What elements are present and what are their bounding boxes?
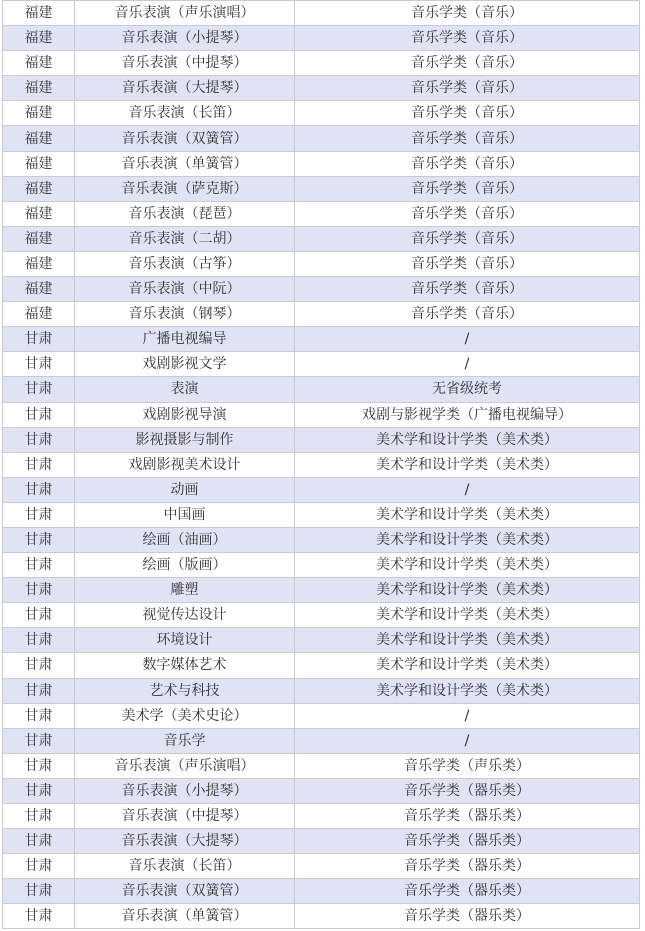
major-cell: 美术学（美术史论）	[75, 703, 295, 728]
table-row	[3, 804, 640, 829]
province-cell: 甘肃	[3, 879, 75, 904]
major-cell: 戏剧影视文学	[75, 352, 295, 377]
major-cell: 音乐表演（中提琴）	[75, 804, 295, 829]
category-cell: 美术学和设计学类（美术类）	[295, 603, 640, 628]
table-row	[3, 101, 640, 126]
major-cell: 绘画（版画）	[75, 553, 295, 578]
table-row	[3, 452, 640, 477]
category-cell: 音乐学类（器乐类）	[295, 804, 640, 829]
category-cell: /	[295, 728, 640, 753]
category-cell: /	[295, 477, 640, 502]
major-cell: 音乐表演（二胡）	[75, 226, 295, 251]
major-cell: 音乐表演（声乐演唱）	[75, 753, 295, 778]
major-cell: 音乐表演（大提琴）	[75, 829, 295, 854]
major-cell: 艺术与科技	[75, 678, 295, 703]
province-cell: 福建	[3, 26, 75, 51]
table-row	[3, 829, 640, 854]
province-cell: 甘肃	[3, 703, 75, 728]
major-cell: 音乐表演（双簧管）	[75, 879, 295, 904]
major-cell: 音乐表演（中提琴）	[75, 51, 295, 76]
major-cell: 戏剧影视美术设计	[75, 452, 295, 477]
table-row	[3, 703, 640, 728]
province-cell: 甘肃	[3, 678, 75, 703]
table-row	[3, 176, 640, 201]
major-cell: 数字媒体艺术	[75, 653, 295, 678]
province-cell: 甘肃	[3, 553, 75, 578]
table-row	[3, 1, 640, 26]
province-cell: 福建	[3, 101, 75, 126]
table-row	[3, 628, 640, 653]
table-row	[3, 778, 640, 803]
category-cell: 音乐学类（器乐类）	[295, 829, 640, 854]
category-cell: 音乐学类（音乐）	[295, 126, 640, 151]
category-cell: 美术学和设计学类（美术类）	[295, 427, 640, 452]
province-cell: 甘肃	[3, 778, 75, 803]
table-container	[2, 0, 639, 929]
table-row	[3, 277, 640, 302]
province-cell: 福建	[3, 51, 75, 76]
major-cell: 广播电视编导	[75, 327, 295, 352]
category-cell: 音乐学类（音乐）	[295, 201, 640, 226]
category-cell: 音乐学类（音乐）	[295, 51, 640, 76]
table-row	[3, 151, 640, 176]
table-row	[3, 302, 640, 327]
table-row	[3, 352, 640, 377]
major-cell: 雕塑	[75, 578, 295, 603]
province-cell: 福建	[3, 176, 75, 201]
table-row	[3, 126, 640, 151]
table-row	[3, 201, 640, 226]
table-row	[3, 553, 640, 578]
category-cell: 音乐学类（音乐）	[295, 277, 640, 302]
table-row	[3, 879, 640, 904]
category-cell: 美术学和设计学类（美术类）	[295, 527, 640, 552]
province-cell: 甘肃	[3, 377, 75, 402]
province-cell: 福建	[3, 226, 75, 251]
major-cell: 音乐表演（中阮）	[75, 277, 295, 302]
category-cell: 美术学和设计学类（美术类）	[295, 678, 640, 703]
category-cell: 音乐学类（音乐）	[295, 226, 640, 251]
table-row	[3, 904, 640, 929]
major-cell: 音乐表演（双簧管）	[75, 126, 295, 151]
province-cell: 甘肃	[3, 904, 75, 929]
table-row	[3, 653, 640, 678]
major-cell: 中国画	[75, 502, 295, 527]
table-body	[3, 1, 640, 929]
major-cell: 音乐表演（小提琴）	[75, 26, 295, 51]
major-cell: 音乐表演（长笛）	[75, 101, 295, 126]
table-row	[3, 327, 640, 352]
major-cell: 音乐表演（古筝）	[75, 251, 295, 276]
province-cell: 甘肃	[3, 653, 75, 678]
category-cell: 音乐学类（音乐）	[295, 1, 640, 26]
major-cell: 音乐表演（单簧管）	[75, 151, 295, 176]
province-cell: 甘肃	[3, 804, 75, 829]
province-cell: 福建	[3, 251, 75, 276]
province-cell: 甘肃	[3, 502, 75, 527]
major-cell: 音乐表演（小提琴）	[75, 778, 295, 803]
table-row	[3, 728, 640, 753]
major-cell: 音乐表演（声乐演唱）	[75, 1, 295, 26]
table-row	[3, 603, 640, 628]
major-cell: 音乐表演（单簧管）	[75, 904, 295, 929]
category-cell: /	[295, 352, 640, 377]
major-cell: 绘画（油画）	[75, 527, 295, 552]
major-cell: 音乐表演（大提琴）	[75, 76, 295, 101]
table-row	[3, 377, 640, 402]
province-cell: 甘肃	[3, 854, 75, 879]
category-cell: 音乐学类（器乐类）	[295, 904, 640, 929]
table-row	[3, 854, 640, 879]
table-row	[3, 76, 640, 101]
province-cell: 福建	[3, 151, 75, 176]
category-cell: 音乐学类（音乐）	[295, 251, 640, 276]
category-cell: 音乐学类（器乐类）	[295, 778, 640, 803]
major-category-table	[2, 0, 640, 929]
province-cell: 甘肃	[3, 728, 75, 753]
table-row	[3, 502, 640, 527]
category-cell: 美术学和设计学类（美术类）	[295, 553, 640, 578]
province-cell: 甘肃	[3, 352, 75, 377]
province-cell: 甘肃	[3, 452, 75, 477]
province-cell: 福建	[3, 1, 75, 26]
category-cell: 音乐学类（器乐类）	[295, 879, 640, 904]
category-cell: 无省级统考	[295, 377, 640, 402]
category-cell: 音乐学类（音乐）	[295, 101, 640, 126]
category-cell: /	[295, 703, 640, 728]
category-cell: 音乐学类（音乐）	[295, 76, 640, 101]
table-row	[3, 753, 640, 778]
province-cell: 福建	[3, 201, 75, 226]
province-cell: 福建	[3, 126, 75, 151]
table-row	[3, 427, 640, 452]
category-cell: 美术学和设计学类（美术类）	[295, 578, 640, 603]
category-cell: 美术学和设计学类（美术类）	[295, 653, 640, 678]
category-cell: 美术学和设计学类（美术类）	[295, 628, 640, 653]
category-cell: /	[295, 327, 640, 352]
major-cell: 音乐表演（萨克斯）	[75, 176, 295, 201]
province-cell: 甘肃	[3, 603, 75, 628]
major-cell: 环境设计	[75, 628, 295, 653]
table-row	[3, 402, 640, 427]
table-row	[3, 251, 640, 276]
table-row	[3, 26, 640, 51]
major-cell: 动画	[75, 477, 295, 502]
province-cell: 福建	[3, 277, 75, 302]
table-row	[3, 527, 640, 552]
province-cell: 甘肃	[3, 578, 75, 603]
table-row	[3, 477, 640, 502]
table-row	[3, 578, 640, 603]
province-cell: 甘肃	[3, 527, 75, 552]
table-row	[3, 678, 640, 703]
category-cell: 音乐学类（音乐）	[295, 302, 640, 327]
province-cell: 甘肃	[3, 427, 75, 452]
category-cell: 音乐学类（器乐类）	[295, 854, 640, 879]
province-cell: 甘肃	[3, 829, 75, 854]
major-cell: 影视摄影与制作	[75, 427, 295, 452]
major-cell: 戏剧影视导演	[75, 402, 295, 427]
category-cell: 音乐学类（音乐）	[295, 26, 640, 51]
province-cell: 甘肃	[3, 477, 75, 502]
province-cell: 甘肃	[3, 753, 75, 778]
major-cell: 表演	[75, 377, 295, 402]
province-cell: 福建	[3, 76, 75, 101]
major-cell: 视觉传达设计	[75, 603, 295, 628]
province-cell: 福建	[3, 302, 75, 327]
category-cell: 戏剧与影视学类（广播电视编导）	[295, 402, 640, 427]
major-cell: 音乐表演（琵琶）	[75, 201, 295, 226]
province-cell: 甘肃	[3, 327, 75, 352]
major-cell: 音乐学	[75, 728, 295, 753]
province-cell: 甘肃	[3, 628, 75, 653]
table-row	[3, 51, 640, 76]
category-cell: 音乐学类（音乐）	[295, 176, 640, 201]
category-cell: 音乐学类（音乐）	[295, 151, 640, 176]
category-cell: 音乐学类（声乐类）	[295, 753, 640, 778]
category-cell: 美术学和设计学类（美术类）	[295, 502, 640, 527]
province-cell: 甘肃	[3, 402, 75, 427]
table-row	[3, 226, 640, 251]
category-cell: 美术学和设计学类（美术类）	[295, 452, 640, 477]
major-cell: 音乐表演（长笛）	[75, 854, 295, 879]
major-cell: 音乐表演（钢琴）	[75, 302, 295, 327]
